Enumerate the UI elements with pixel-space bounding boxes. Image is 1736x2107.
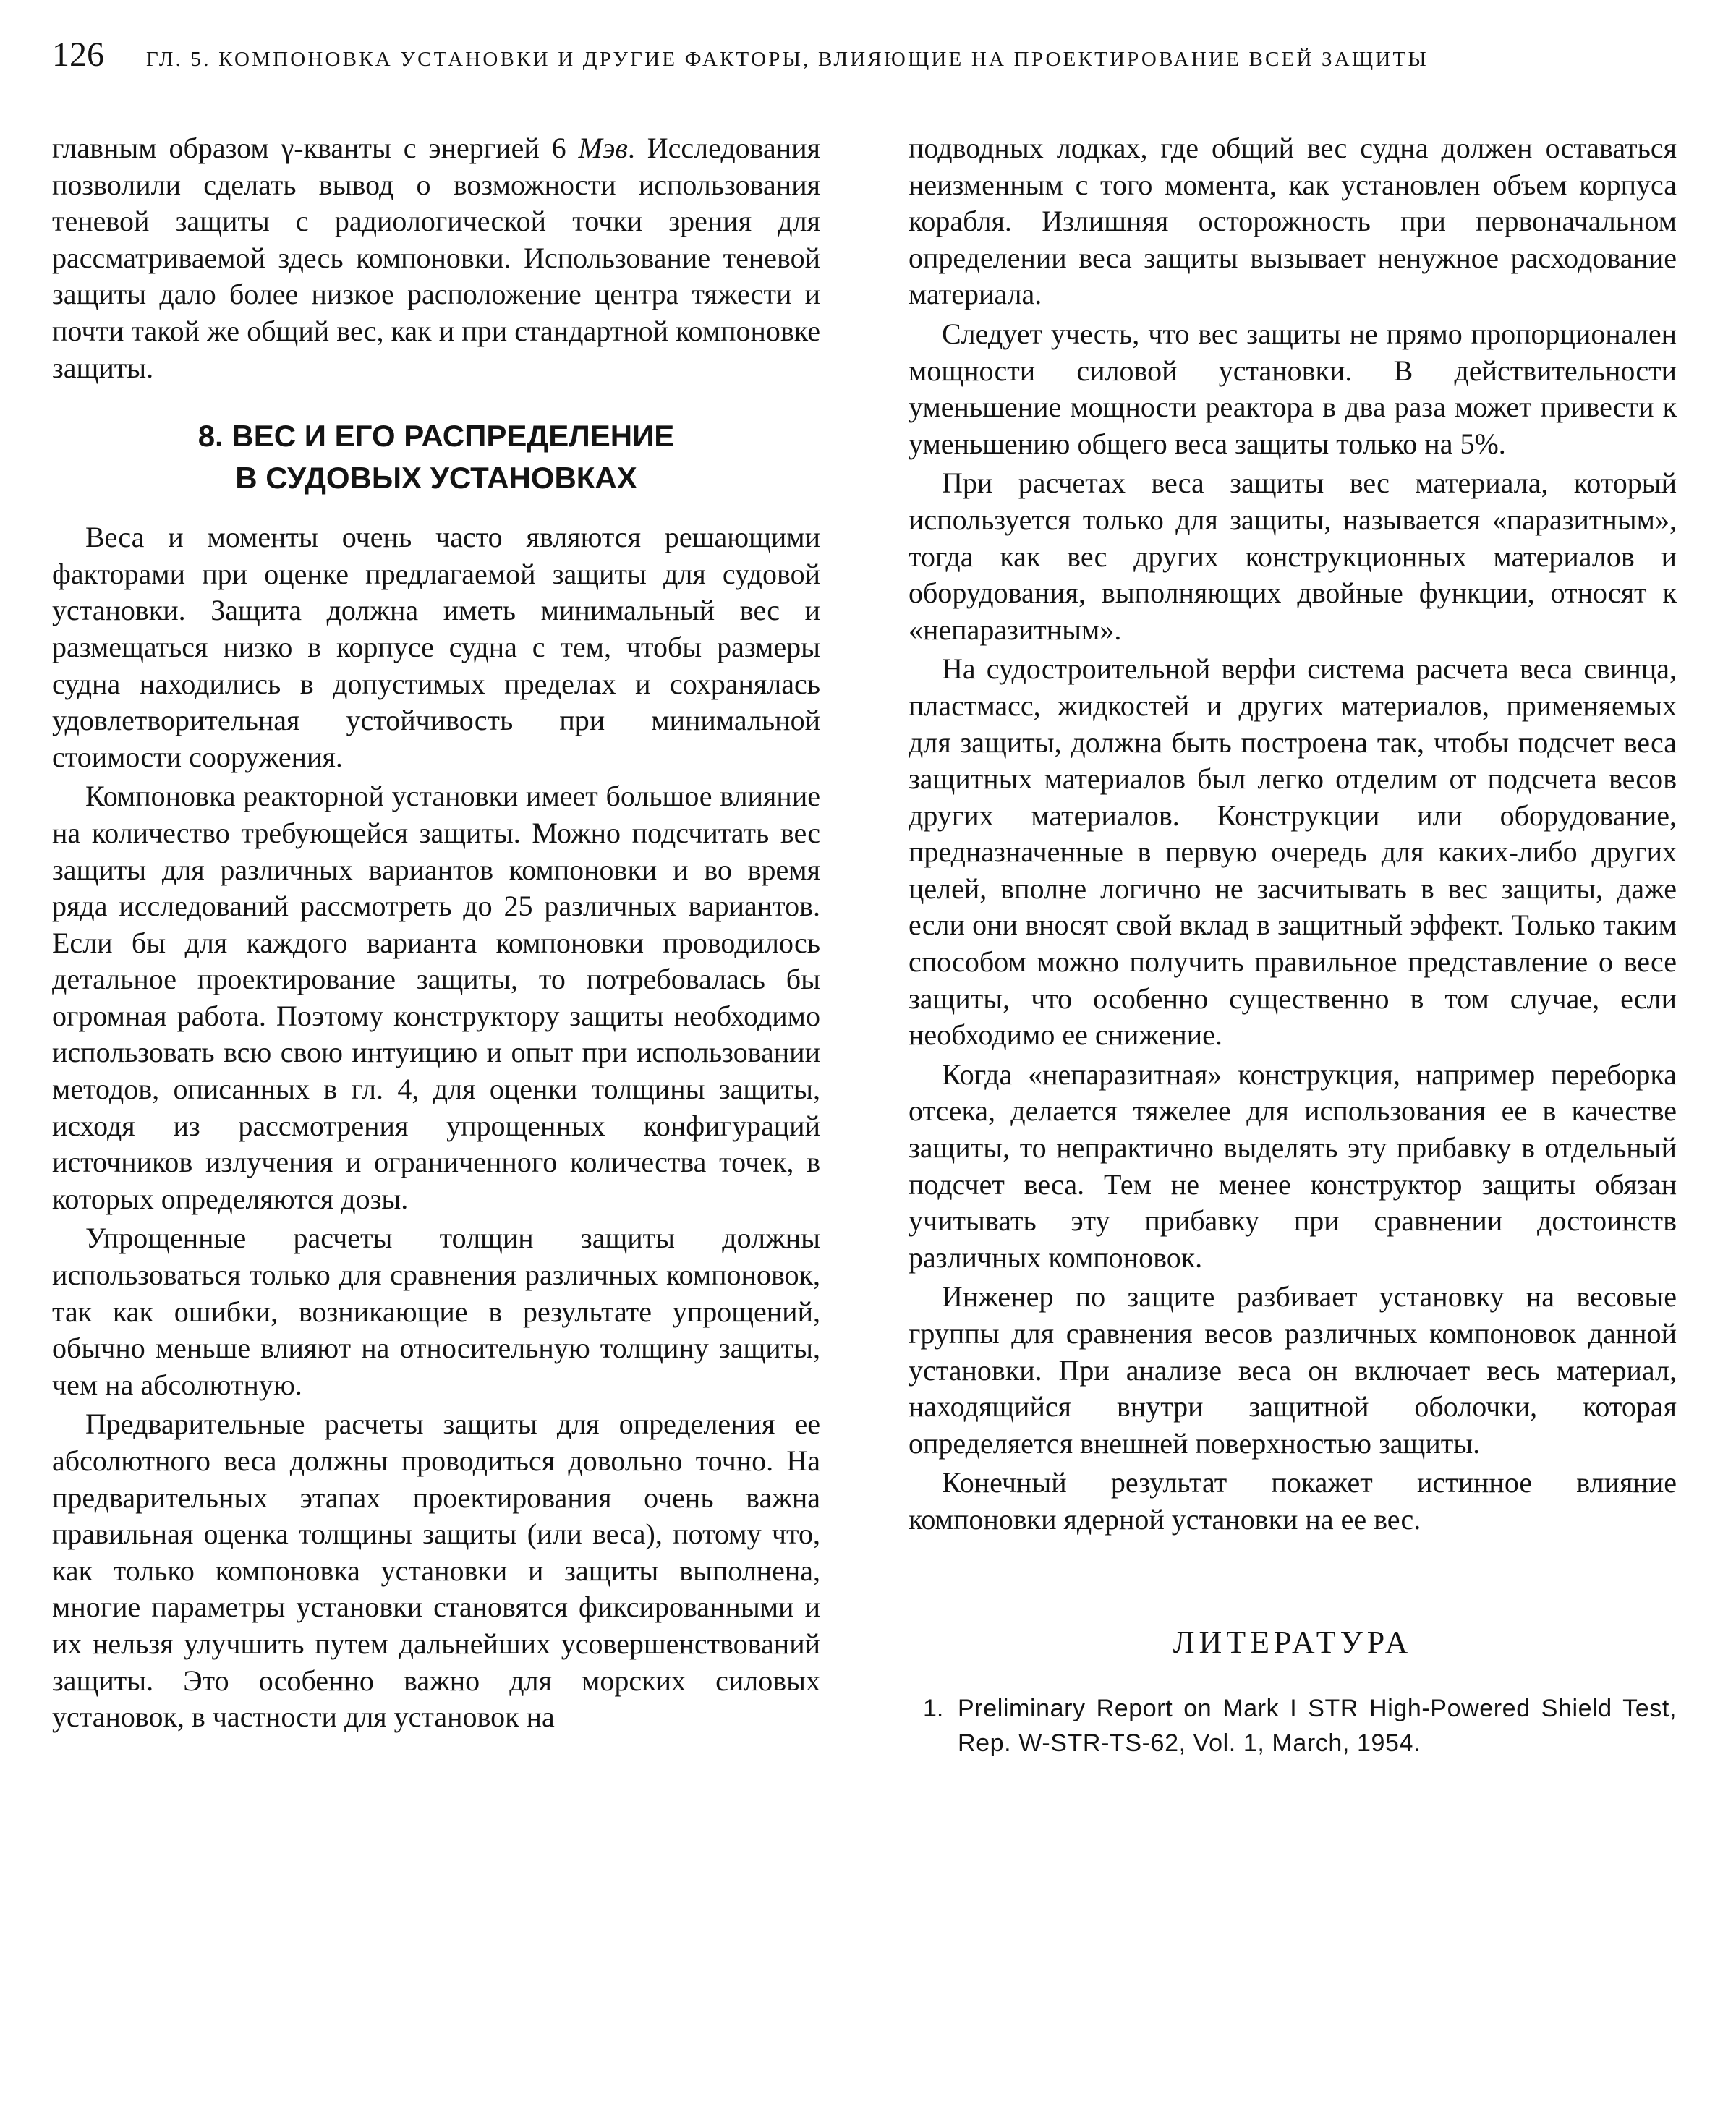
page-number: 126 [52, 35, 104, 74]
section-title-line-1: 8. ВЕС И ЕГО РАСПРЕДЕЛЕНИЕ [197, 419, 675, 454]
paragraph: Компоновка реакторной установки имеет большое влияние на количество требующейся защиты. Можно подсчитать вес защиты для различных вариантов компоновки и во время ряда исследований рассмотреть до 25 различных вариантов. Если бы для каждого варианта компоновки проводилось детальное проектирование защиты, то потребовалась бы огромная работа. Поэтому конструктору защиты необходимо использовать всю свою интуицию и опыт при использовании методов, описанных в гл. 4, для оценки толщины защиты, исходя из рассмотрения упрощенных конфигураций источников излучения и ограниченного количества точек, в которых определяются дозы. [52, 780, 820, 1215]
paragraph: Упрощенные расчеты толщин защиты должны использоваться только для сравнения различных компоновок, так как ошибки, возникающие в результате упрощений, обычно меньше влияют на относительную толщину защиты, чем на абсолютную. [52, 1222, 820, 1401]
paragraph: При расчетах веса защиты вес материала, который используется только для защиты, называется «паразитным», тогда как вес других конструкционных материалов и оборудования, выполняющих двойные функции, относят к «непаразитным». [909, 467, 1677, 646]
paragraph: Конечный результат покажет истинное влияние компоновки ядерной установки на ее вес. [909, 1466, 1677, 1536]
left-column [52, 130, 820, 1739]
page-header [52, 35, 1688, 78]
running-head: ГЛ. 5. КОМПОНОВКА УСТАНОВКИ И ДРУГИЕ ФАКТОРЫ, ВЛИЯЮЩИЕ НА ПРОЕКТИРОВАНИЕ ВСЕЙ ЗАЩИТЫ [146, 48, 1429, 71]
section-title-line-2: В СУДОВЫХ УСТАНОВКАХ [235, 461, 637, 495]
paragraph: Веса и моменты очень часто являются решающими факторами при оценке предлагаемой защиты для судовой установки. Защита должна иметь минимальный вес и размещаться низко в корпусе судна с тем, чтобы размеры судна находились в допустимых пределах и сохранялась удовлетворительная устойчивость при минимальной стоимости сооружения. [52, 521, 820, 773]
intro-paragraph: главным образом γ-кванты с энергией 6 Мэв. Исследования позволили сделать вывод о возможности использования теневой защиты с радиологической точки зрения для рассматриваемой здесь компоновки. Использование теневой защиты дало более низкое расположение центра тяжести и почти такой же общий вес, как и при стандартной компоновке защиты. [52, 132, 820, 384]
paragraph-continued: подводных лодках, где общий вес судна должен оставаться неизменным с того момента, как установлен объем корпуса корабля. Излишняя осторожность при первоначальном определении веса защиты вызывает ненужное расходование материала. [909, 132, 1677, 311]
reference-number: 1. [923, 1694, 944, 1722]
section-title [52, 415, 820, 499]
reference-text: Preliminary Report on Mark I STR High-Powered Shield Test, Rep. W-STR-TS-62, Vol. 1, March, 1954. [958, 1694, 1677, 1757]
paragraph: Следует учесть, что вес защиты не прямо пропорционален мощности силовой установки. В действительности уменьшение мощности реактора в два раза может привести к уменьшению общего веса защиты только на 5%. [909, 317, 1677, 460]
paragraph: Инженер по защите разбивает установку на весовые группы для сравнения весов различных компоновок данной установки. При анализе веса он включает весь материал, находящийся внутри защитной оболочки, которая определяется внешней поверхностью защиты. [909, 1280, 1677, 1460]
paragraph: На судостроительной верфи система расчета веса свинца, пластмасс, жидкостей и других материалов, применяемых для защиты, должна быть построена так, чтобы подсчет веса защитных материалов был легко отделим от подсчета весов других материалов. Конструкции или оборудование, предназначенные в первую очередь для каких-либо других целей, вполне логично не засчитывать в вес защиты, даже если они вносят свой вклад в защитный эффект. Только таким способом можно получить правильное представление о весе защиты, что особенно существенно в том случае, если необходимо ее снижение. [909, 652, 1677, 1052]
reference-item [923, 1691, 1677, 1761]
right-column [909, 130, 1677, 1761]
paragraph: Предварительные расчеты защиты для определения ее абсолютного веса должны проводиться довольно точно. На предварительных этапах проектирования очень важна правильная оценка толщины защиты (или веса), потому что, как только компоновка установки и защиты выполнена, многие параметры установки становятся фиксированными и их нельзя улучшить путем дальнейших усовершенствований защиты. Это особенно важно для морских силовых установок, в частности для установок на [52, 1408, 820, 1734]
energy-unit: Мэв [578, 132, 628, 164]
references-title: ЛИТЕРАТУРА [1173, 1624, 1413, 1660]
paragraph: Когда «непаразитная» конструкция, например переборка отсека, делается тяжелее для использования ее в качестве защиты, то непрактично выделять эту прибавку в отдельный подсчет веса. Тем не менее конструктор защиты обязан учитывать эту прибавку при сравнении достоинств различных компоновок. [909, 1057, 1677, 1274]
